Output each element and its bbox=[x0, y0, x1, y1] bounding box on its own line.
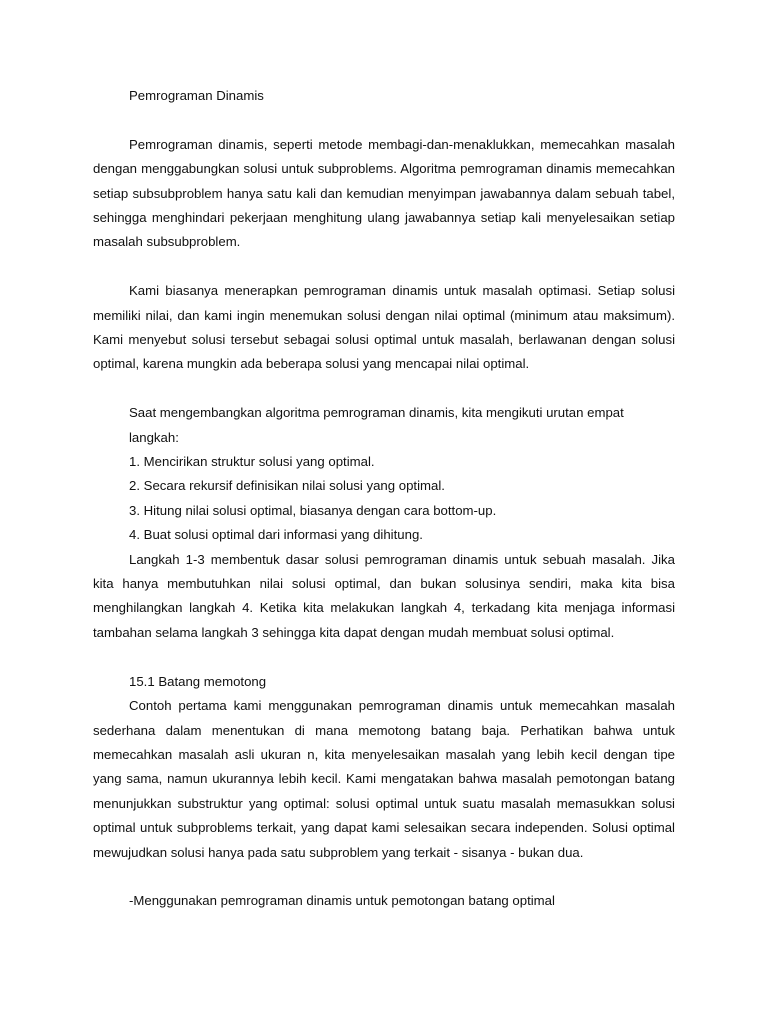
document-body bbox=[93, 84, 675, 914]
paragraph-intro: Pemrograman dinamis, seperti metode membagi-dan-menaklukkan, memecahkan masalah dengan menggabungkan solusi untuk subproblems. Algoritma pemrograman dinamis memecahkan setiap subsubproblem hanya satu kali dan kemudian menyimpan jawabannya dalam sebuah tabel, sehingga menghindari pekerjaan menghitung ulang jawabannya setiap kali menyelesaikan setiap masalah subsubproblem. bbox=[93, 136, 675, 250]
spacer bbox=[93, 255, 675, 279]
step-item: 3. Hitung nilai solusi optimal, biasanya dengan cara bottom-up. bbox=[129, 502, 497, 518]
spacer bbox=[93, 108, 675, 132]
spacer bbox=[93, 865, 675, 889]
spacer bbox=[93, 377, 675, 401]
section-heading: 15.1 Batang memotong bbox=[129, 673, 267, 689]
subheading: -Menggunakan pemrograman dinamis untuk pemotongan batang optimal bbox=[129, 893, 555, 909]
step-item: 4. Buat solusi optimal dari informasi yang dihitung. bbox=[129, 527, 423, 543]
paragraph-rod-cutting: Contoh pertama kami menggunakan pemrograman dinamis untuk memecahkan masalah sederhana dalam menentukan di mana memotong batang baja. Perhatikan bahwa untuk memecahkan masalah asli ukuran n, kita menyelesaikan masalah yang lebih kecil dengan tipe yang sama, namun ukurannya lebih kecil. Kami mengatakan bahwa masalah pemotongan batang menunjukkan substruktur yang optimal: solusi optimal untuk suatu masalah memasukkan solusi optimal untuk subproblems terkait, yang dapat kami selesaikan secara independen. Solusi optimal mewujudkan solusi hanya pada satu subproblem yang terkait - sisanya - bukan dua. bbox=[93, 698, 675, 860]
step-item: 2. Secara rekursif definisikan nilai solusi yang optimal. bbox=[129, 478, 445, 494]
paragraph-optimization: Kami biasanya menerapkan pemrograman dinamis untuk masalah optimasi. Setiap solusi memiliki nilai, dan kami ingin menemukan solusi dengan nilai optimal (minimum atau maksimum). Kami menyebut solusi tersebut sebagai solusi optimal untuk masalah, berlawanan dengan solusi optimal, karena mungkin ada beberapa solusi yang mencapai nilai optimal. bbox=[93, 283, 675, 372]
step-item: 1. Mencirikan struktur solusi yang optimal. bbox=[129, 454, 375, 470]
document-title: Pemrograman Dinamis bbox=[129, 88, 264, 103]
paragraph-steps-explanation: Langkah 1-3 membentuk dasar solusi pemrograman dinamis untuk sebuah masalah. Jika kita hanya membutuhkan nilai solusi optimal, dan bukan solusinya sendiri, maka kita bisa menghilangkan langkah 4. Ketika kita melakukan langkah 4, terkadang kita menjaga informasi tambahan selama langkah 3 sehingga kita dapat dengan mudah membuat solusi optimal. bbox=[93, 551, 675, 640]
steps-intro: Saat mengembangkan algoritma pemrograman dinamis, kita mengikuti urutan empat langkah: bbox=[129, 405, 624, 445]
spacer bbox=[93, 645, 675, 669]
